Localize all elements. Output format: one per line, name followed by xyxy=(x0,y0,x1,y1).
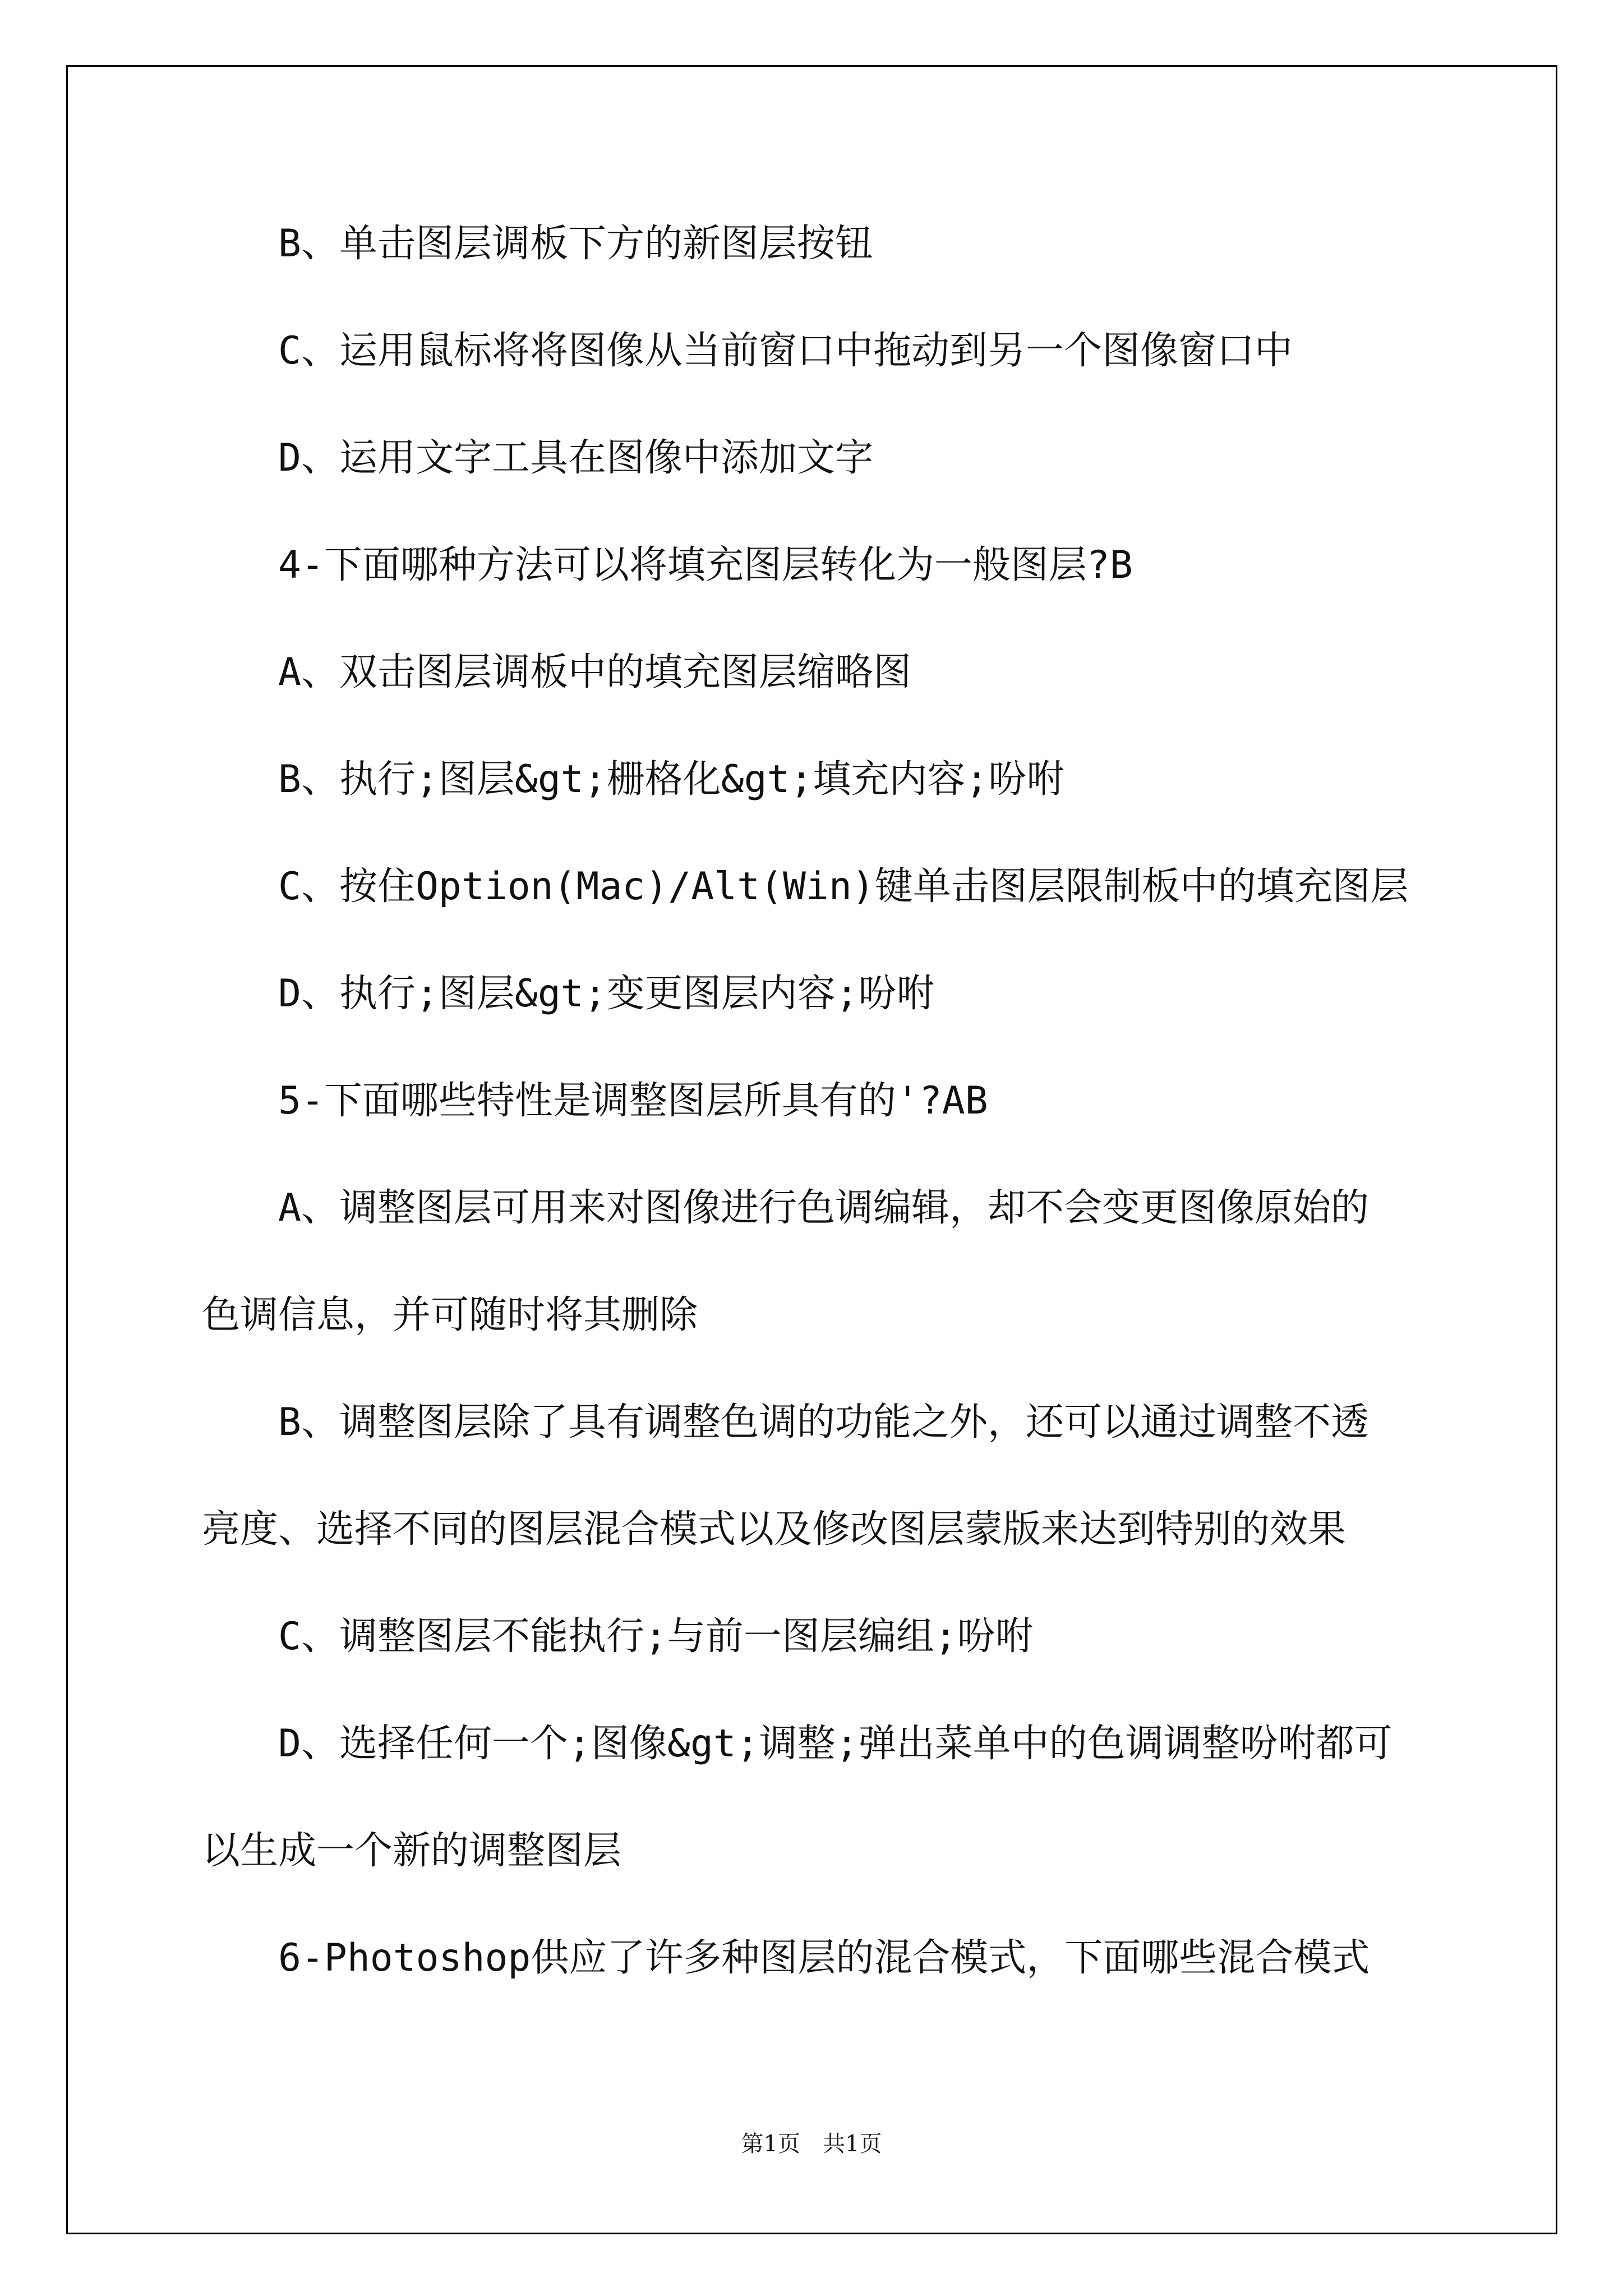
paragraph-option-c: C、运用鼠标将将图像从当前窗口中拖动到另一个图像窗口中 xyxy=(278,329,1293,373)
paragraph-option-d: D、运用文字工具在图像中添加文字 xyxy=(278,436,873,480)
q4-option-d: D、执行;图层&gt;变更图层内容;吩咐 xyxy=(278,972,935,1016)
q5-option-b-line-1: B、调整图层除了具有调整色调的功能之外，还可以通过调整不透 xyxy=(278,1400,1369,1444)
question-6: 6-Photoshop供应了许多种图层的混合模式，下面哪些混合模式 xyxy=(278,1936,1370,1980)
q5-option-d-line-2: 以生成一个新的调整图层 xyxy=(202,1829,622,1873)
question-4: 4-下面哪种方法可以将填充图层转化为一般图层?B xyxy=(278,543,1133,587)
q5-option-d-line-1: D、选择任何一个;图像&gt;调整;弹出菜单中的色调调整吩咐都可 xyxy=(278,1722,1393,1766)
page-number: 第1页 共1页 xyxy=(741,2131,882,2157)
q5-option-a-line-1: A、调整图层可用来对图像进行色调编辑，却不会变更图像原始的 xyxy=(278,1186,1369,1230)
q4-option-a: A、双击图层调板中的填充图层缩略图 xyxy=(278,650,911,694)
q5-option-b-line-2: 亮度、选择不同的图层混合模式以及修改图层蒙版来达到特别的效果 xyxy=(202,1507,1347,1552)
question-5: 5-下面哪些特性是调整图层所具有的'?AB xyxy=(278,1079,988,1123)
q5-option-c: C、调整图层不能执行;与前一图层编组;吩咐 xyxy=(278,1614,1034,1659)
q4-option-c: C、按住Option(Mac)/Alt(Win)键单击图层限制板中的填充图层 xyxy=(278,864,1409,909)
q5-option-a-line-2: 色调信息，并可随时将其删除 xyxy=(202,1293,698,1337)
paragraph-option-b: B、单击图层调板下方的新图层按钮 xyxy=(278,222,873,266)
q4-option-b: B、执行;图层&gt;栅格化&gt;填充内容;吩咐 xyxy=(278,757,1065,802)
